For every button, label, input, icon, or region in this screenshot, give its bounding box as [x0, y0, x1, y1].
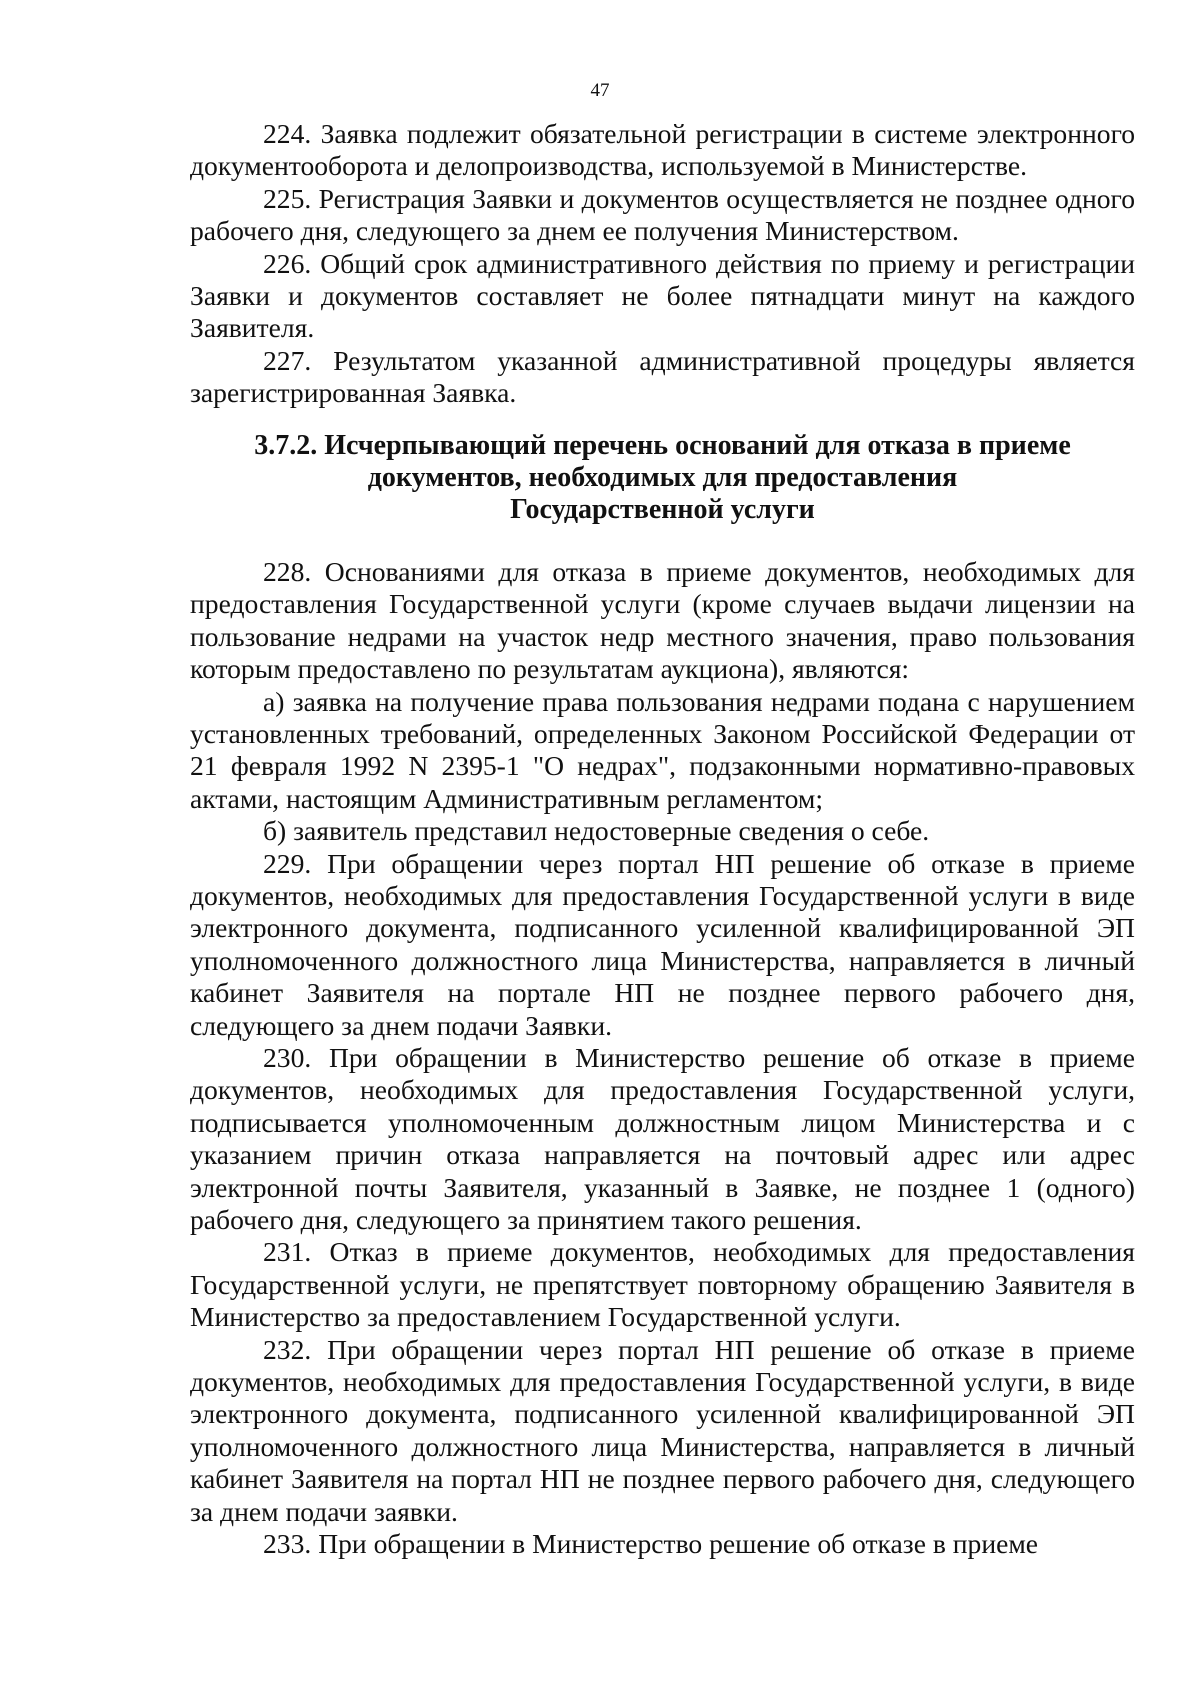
- paragraph-227: 227. Результатом указанной административной процедуры является зарегистрированная Заявка.: [190, 344, 1135, 409]
- paragraph-226: 226. Общий срок административного действия по приему и регистрации Заявки и документов составляет не более пятнадцати минут на каждого Заявителя.: [190, 247, 1135, 344]
- paragraph-225: 225. Регистрация Заявки и документов осуществляется не позднее одного рабочего дня, следующего за днем ее получения Министерством.: [190, 182, 1135, 247]
- section-heading-line-3: Государственной услуги: [510, 494, 815, 526]
- paragraph-224: 224. Заявка подлежит обязательной регистрации в системе электронного документооборота и делопроизводства, используемой в Министерстве.: [190, 118, 1135, 182]
- paragraph-230: 230. При обращении в Министерство решение об отказе в приеме документов, необходимых для предоставления Государственной услуги, подписывается уполномоченным должностным лицом Министерства и с указанием причин отказа направляется на почтовый адрес или адрес электронной почты Заявителя, указанный в Заявке, не позднее 1 (одного) рабочего дня, следующего за принятием такого решения.: [190, 1041, 1135, 1235]
- paragraph-231: 231. Отказ в приеме документов, необходимых для предоставления Государственной услуги, не препятствует повторному обращению Заявителя в Министерство за предоставлением Государственной услуги.: [190, 1236, 1135, 1333]
- paragraph-232: 232. При обращении через портал НП решение об отказе в приеме документов, необходимых для предоставления Государственной услуги, в виде электронного документа, подписанного усиленной квалифицированной ЭП уполномоченного должностного лица Министерства, направляется в личный кабинет Заявителя на портал НП не позднее первого рабочего дня, следующего за днем подачи заявки.: [190, 1333, 1135, 1527]
- section-heading-line-1: 3.7.2. Исчерпывающий перечень оснований для отказа в приеме: [254, 429, 1071, 461]
- document-body: [190, 118, 1135, 1560]
- paragraph-228-item-b: б) заявитель представил недостоверные сведения о себе.: [263, 815, 930, 847]
- section-heading-line-2: документов, необходимых для предоставления: [367, 462, 958, 494]
- paragraph-228: 228. Основаниями для отказа в приеме документов, необходимых для предоставления Государственной услуги (кроме случаев выдачи лицензии на пользование недрами на участок недр местного значения, право пользования которым предоставлено по результатам аукциона), являются:: [190, 555, 1135, 685]
- paragraph-233: 233. При обращении в Министерство решение об отказе в приеме: [263, 1528, 1039, 1560]
- paragraph-228-item-a: а) заявка на получение права пользования недрами подана с нарушением установленных требований, определенных Законом Российской Федерации от 21 февраля 1992 N 2395-1 "О недрах", подзаконными нормативно-правовых актами, настоящим Административным регламентом;: [190, 685, 1135, 814]
- page-number: 47: [590, 80, 610, 101]
- paragraph-229: 229. При обращении через портал НП решение об отказе в приеме документов, необходимых для предоставления Государственной услуги в виде электронного документа, подписанного усиленной квалифицированной ЭП уполномоченного должностного лица Министерства, направляется в личный кабинет Заявителя на портале НП не позднее первого рабочего дня, следующего за днем подачи Заявки.: [190, 847, 1135, 1041]
- section-heading: [190, 430, 1135, 527]
